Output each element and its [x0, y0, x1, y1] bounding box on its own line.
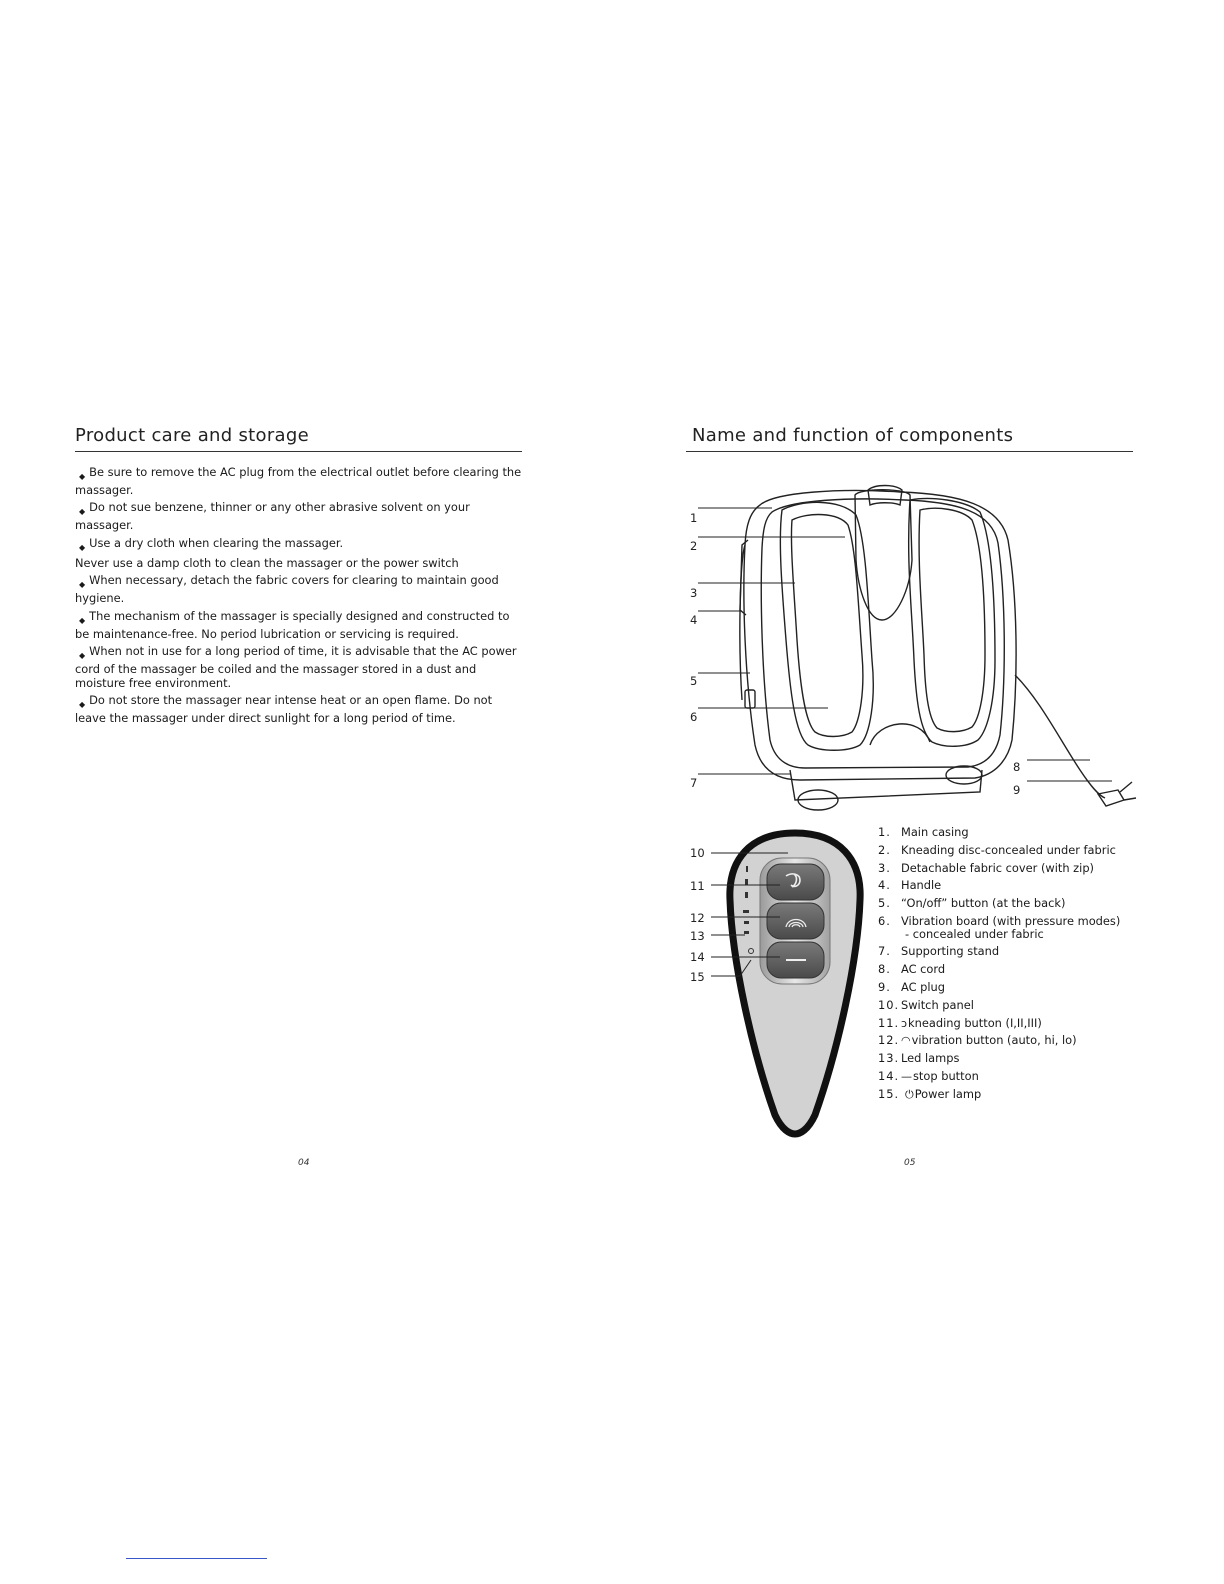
bullet-icon: ◆: [79, 507, 86, 517]
bottom-link-underline: [126, 1558, 267, 1559]
callout-number: 11: [690, 879, 705, 893]
component-item: 4. Handle: [878, 878, 942, 893]
right-foot-inner: [919, 508, 985, 731]
center-arch: [870, 724, 930, 745]
care-item: ◆ Do not sue benzene, thinner or any other abrasive solvent on your massager.: [75, 500, 470, 533]
care-item: ◆ When not in use for a long period of time, it is advisable that the AC power cord of the massager be coiled and the massager stored in a dust and moisture free environment.: [75, 644, 517, 690]
vibration-button: [767, 903, 824, 939]
component-item: 2. Kneading disc-concealed under fabric: [878, 842, 1116, 857]
page-number-left: 04: [298, 1158, 310, 1168]
component-item: 8. AC cord: [878, 962, 946, 977]
remote-control-illustration: [730, 833, 860, 1134]
callout-number: 4: [690, 613, 698, 627]
care-item: ◆ Do not store the massager near intense heat or an open flame. Do not leave the massager under direct sunlight for a long period of time.: [75, 693, 493, 726]
ac-cord: [1015, 675, 1105, 798]
remote-callout-numbers: [690, 846, 705, 984]
stop-icon: —: [901, 1070, 912, 1084]
callout-number: 9: [1013, 783, 1021, 797]
care-item: ◆ Be sure to remove the AC plug from the electrical outlet before clearing the massager.: [75, 465, 522, 497]
component-item: 3. Detachable fabric cover (with zip): [878, 860, 1094, 875]
bullet-icon: ◆: [79, 580, 86, 590]
care-item: ◆ Use a dry cloth when clearing the massager.: [75, 537, 525, 555]
component-item: 1. Main casing: [878, 825, 969, 839]
callout-number: 8: [1013, 760, 1021, 774]
bullet-icon: ◆: [79, 472, 86, 481]
foot-massager-illustration: [740, 486, 1136, 811]
massager-body-outline: [744, 491, 1016, 780]
component-item: 12. ◠vibration button (auto, hi, lo): [878, 1033, 1077, 1048]
callout-number: 5: [690, 674, 698, 688]
component-item: 9. AC plug: [878, 980, 946, 995]
vibration-icon: ◠: [901, 1034, 911, 1048]
page-number-right: 05: [904, 1158, 916, 1168]
component-item: 5. “On/off” button (at the back): [878, 896, 1066, 911]
component-item: 6. Vibration board (with pressure modes) - concealed under fabric: [878, 913, 1121, 941]
power-icon: ⏻: [905, 1087, 914, 1101]
callout-number: 13: [690, 929, 705, 943]
front-foot-right: [946, 766, 982, 784]
callout-number: 2: [690, 539, 698, 553]
bullet-icon: ◆: [79, 651, 86, 661]
handle-grip: [868, 486, 902, 506]
component-item: 7. Supporting stand: [878, 944, 1000, 959]
callout-number: 6: [690, 710, 698, 724]
ac-plug: [1098, 790, 1124, 806]
callout-number: 15: [690, 970, 705, 984]
left-foot-inner: [791, 515, 862, 737]
right-page-title: Name and function of components: [692, 425, 1014, 446]
component-item: 14. —stop button: [878, 1069, 979, 1084]
bullet-icon: ◆: [79, 700, 86, 710]
callout-number: 7: [690, 776, 698, 790]
component-item: 11. ↄkneading button (I,II,III): [878, 1015, 1042, 1030]
callout-number: 3: [690, 586, 698, 600]
component-item: 13. Led lamps: [878, 1051, 960, 1066]
supporting-stand: [790, 770, 982, 800]
component-item: 10. Switch panel: [878, 997, 974, 1012]
component-item: 15. ⏻Power lamp: [878, 1086, 982, 1101]
bullet-icon: ◆: [79, 542, 86, 552]
care-item: ◆ The mechanism of the massager is specially designed and constructed to be maintenance-free. No period lubrication or servicing is required.: [75, 608, 510, 641]
callout-number: 12: [690, 911, 705, 925]
care-item: Never use a damp cloth to clean the massager or the power switch: [75, 556, 459, 571]
left-page-title: Product care and storage: [75, 425, 309, 446]
callout-number: 14: [690, 950, 705, 964]
bullet-icon: ◆: [79, 615, 86, 625]
kneading-icon: ↄ: [901, 1016, 908, 1030]
center-ridge: [855, 490, 912, 620]
callout-number: 1: [690, 511, 698, 525]
components-list: [878, 825, 1148, 1105]
callout-number: 10: [690, 846, 705, 860]
care-item: ◆ When necessary, detach the fabric covers for clearing to maintain good hygiene.: [75, 573, 499, 606]
massager-callouts: [698, 508, 1112, 781]
